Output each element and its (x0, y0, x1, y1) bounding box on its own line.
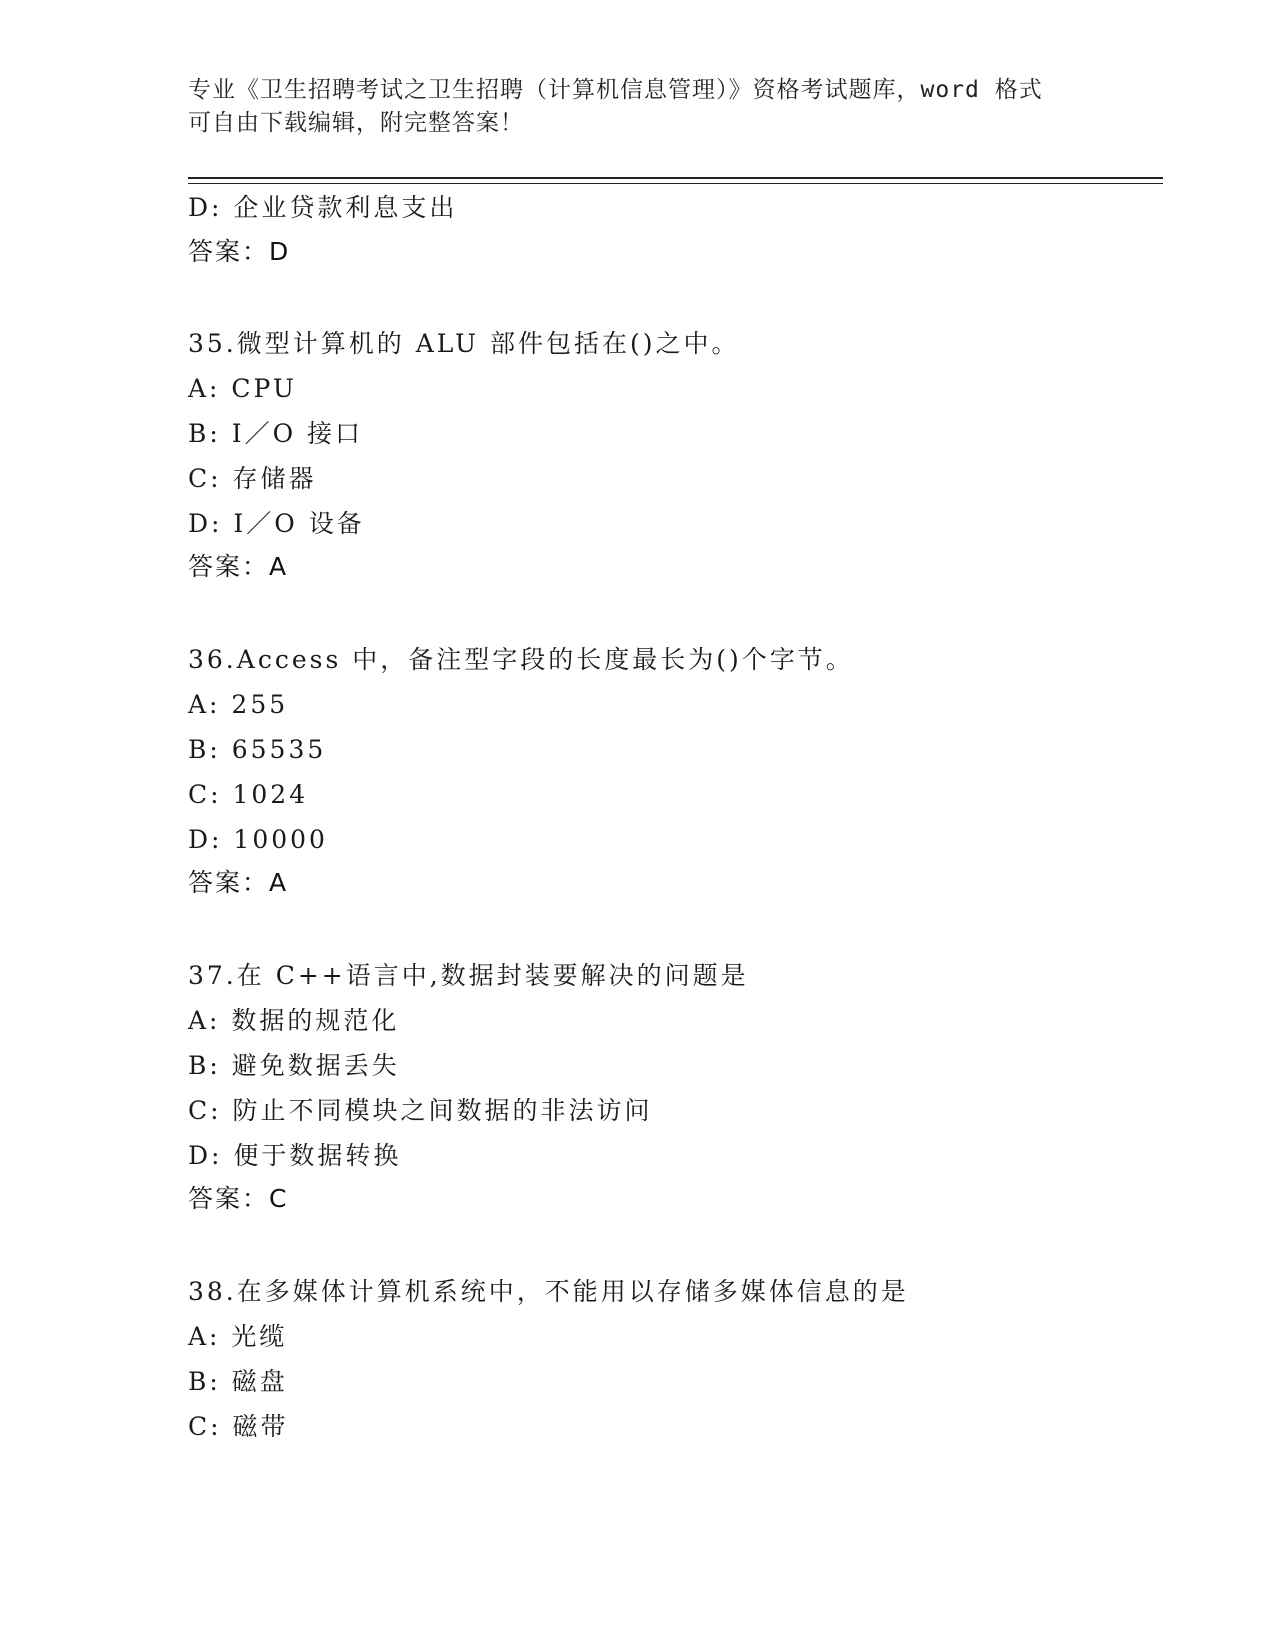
q36-option-b: B: 65535 (188, 735, 327, 764)
q36-question: 36.Access 中，备注型字段的长度最长为()个字节。 (188, 645, 854, 674)
q36-option-a: A: 255 (188, 690, 289, 719)
q37-option-a: A: 数据的规范化 (188, 1006, 400, 1035)
header-divider-thick (188, 177, 1163, 179)
q37-option-c: C: 防止不同模块之间数据的非法访问 (188, 1096, 653, 1125)
q37-answer: 答案：C (188, 1184, 289, 1213)
q35-option-d: D: I／O 设备 (188, 509, 365, 538)
header-line-1: 专业《卫生招聘考试之卫生招聘（计算机信息管理）》资格考试题库，word 格式 (188, 77, 1043, 103)
document-header (188, 74, 1088, 140)
q37-option-b: B: 避免数据丢失 (188, 1051, 400, 1080)
q35-question: 35.微型计算机的 ALU 部件包括在()之中。 (188, 329, 740, 358)
q38-option-c: C: 磁带 (188, 1412, 289, 1441)
q35-answer: 答案：A (188, 552, 289, 581)
q36-option-d: D: 10000 (188, 825, 328, 854)
prev-option-d: D: 企业贷款利息支出 (188, 193, 458, 222)
header-line-2: 可自由下载编辑，附完整答案！ (188, 110, 524, 136)
header-divider-thin (188, 183, 1163, 184)
q38-option-a: A: 光缆 (188, 1322, 288, 1351)
q35-option-b: B: I／O 接口 (188, 419, 364, 448)
q37-option-d: D: 便于数据转换 (188, 1141, 402, 1170)
q38-question: 38.在多媒体计算机系统中，不能用以存储多媒体信息的是 (188, 1277, 909, 1306)
prev-answer: 答案：D (188, 237, 291, 266)
q35-option-c: C: 存储器 (188, 464, 317, 493)
q37-question: 37.在 C++语言中,数据封装要解决的问题是 (188, 961, 749, 990)
q36-option-c: C: 1024 (188, 780, 309, 809)
q36-answer: 答案：A (188, 868, 289, 897)
q38-option-b: B: 磁盘 (188, 1367, 288, 1396)
q35-option-a: A: CPU (188, 374, 298, 403)
